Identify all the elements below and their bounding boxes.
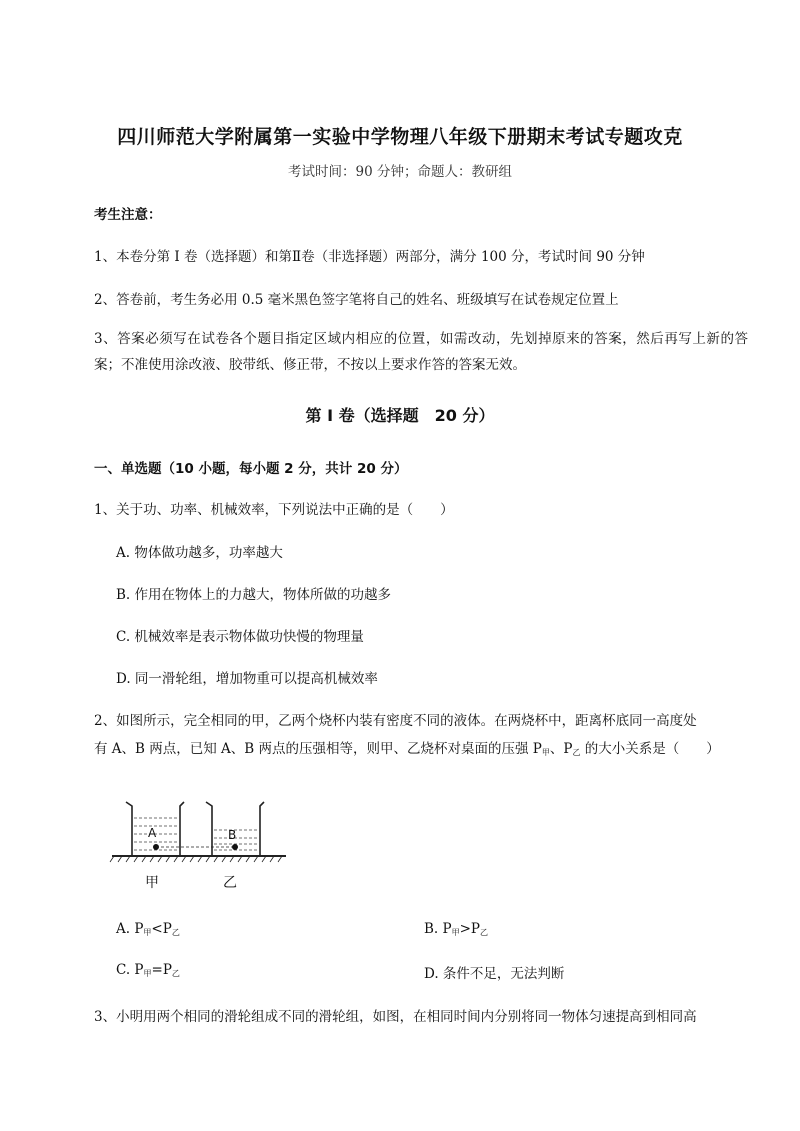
notice-item-1: 1、本卷分第 I 卷（选择题）和第Ⅱ卷（非选择题）两部分，满分 100 分，考试时间 90 分钟 xyxy=(94,249,645,265)
caption-jia: 甲 xyxy=(145,875,159,891)
subscript-yi: 乙 xyxy=(572,748,581,757)
option-c-prefix: C. P xyxy=(116,962,144,978)
question-1-option-d: D. 同一滑轮组，增加物重可以提高机械效率 xyxy=(116,671,378,687)
question-2-stem-line2 xyxy=(94,737,720,758)
option-b-mid: >P xyxy=(459,921,480,937)
notice-item-3: 3、答案必须写在试卷各个题目指定区域内相应的位置，如需改动，先划掉原来的答案，然后再写上新的答案；不准使用涂改液、胶带纸、修正带，不按以上要求作答的答案无效。 xyxy=(94,331,748,373)
beaker-figure xyxy=(108,792,288,872)
question-1-option-a: A. 物体做功越多，功率越大 xyxy=(116,545,283,561)
question-1-option-b: B. 作用在物体上的力越大，物体所做的功越多 xyxy=(116,587,392,603)
option-c-mid: =P xyxy=(151,962,172,978)
exam-subtitle: 考试时间：90 分钟；命题人：教研组 xyxy=(288,164,512,180)
question-1-stem: 1、关于功、功率、机械效率，下列说法中正确的是（ ） xyxy=(94,502,454,518)
stem-text-a: 有 A、B 两点，已知 A、B 两点的压强相等，则甲、乙烧杯对桌面的压强 P xyxy=(94,741,542,757)
question-type-heading: 一、单选题（10 小题，每小题 2 分，共计 20 分） xyxy=(94,461,408,477)
option-a-sub-yi: 乙 xyxy=(171,928,180,937)
question-2-option-d: D. 条件不足，无法判断 xyxy=(424,966,565,982)
stem-text-c: 的大小关系是（ ） xyxy=(580,741,720,757)
section-title: 第 I 卷（选择题 20 分） xyxy=(305,406,495,425)
option-c-sub-yi: 乙 xyxy=(171,969,180,978)
option-a-mid: <P xyxy=(151,921,172,937)
point-a-label: A xyxy=(148,826,157,840)
point-b-label: B xyxy=(228,828,237,842)
option-b-prefix: B. P xyxy=(424,921,452,937)
notice-item-2: 2、答卷前，考生务必用 0.5 毫米黑色签字笔将自己的姓名、班级填写在试卷规定位置上 xyxy=(94,292,619,308)
caption-yi: 乙 xyxy=(223,875,237,891)
subscript-jia: 甲 xyxy=(541,748,550,757)
question-2-option-c xyxy=(116,962,180,979)
option-b-sub-yi: 乙 xyxy=(480,928,488,937)
stem-text-b: 、P xyxy=(549,741,573,757)
option-a-prefix: A. P xyxy=(116,921,144,937)
question-2-stem-line1: 2、如图所示，完全相同的甲，乙两个烧杯内装有密度不同的液体。在两烧杯中，距离杯底同一高度处 xyxy=(94,713,697,729)
question-3-stem-line1: 3、小明用两个相同的滑轮组成不同的滑轮组，如图，在相同时间内分别将同一物体匀速提高到相同高 xyxy=(94,1009,697,1025)
option-c-sub-jia: 甲 xyxy=(143,969,152,978)
notice-heading: 考生注意： xyxy=(94,207,162,223)
beaker-diagram xyxy=(108,792,288,872)
question-2-option-b xyxy=(424,921,488,938)
option-a-sub-jia: 甲 xyxy=(143,928,152,937)
question-1-option-c: C. 机械效率是表示物体做功快慢的物理量 xyxy=(116,629,364,645)
question-2-option-a xyxy=(116,921,180,938)
option-b-sub-jia: 甲 xyxy=(451,928,460,937)
exam-title: 四川师范大学附属第一实验中学物理八年级下册期末考试专题攻克 xyxy=(117,126,683,148)
